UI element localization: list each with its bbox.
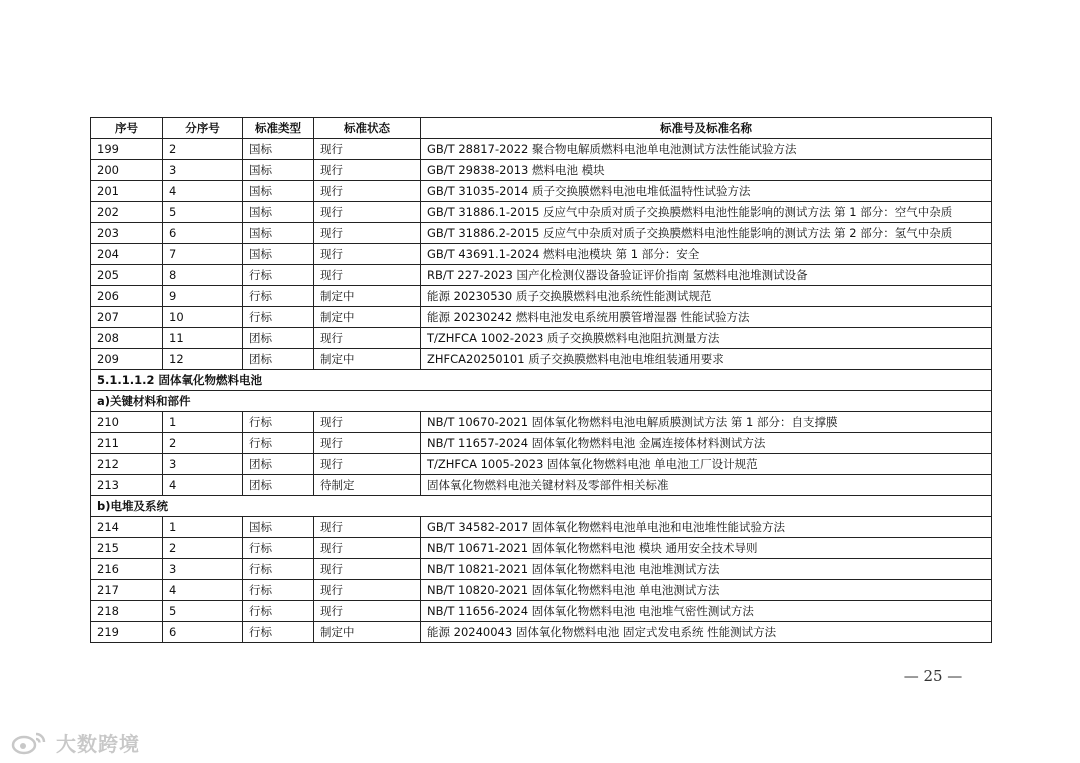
- cell-sub-no: 4: [163, 475, 243, 496]
- cell-name: NB/T 10670-2021 固体氧化物燃料电池电解质膜测试方法 第 1 部分：自支撑膜: [421, 412, 992, 433]
- cell-no: 208: [91, 328, 163, 349]
- cell-type: 行标: [243, 601, 314, 622]
- cell-status: 制定中: [314, 622, 421, 643]
- cell-no: 209: [91, 349, 163, 370]
- cell-name: 能源 20230242 燃料电池发电系统用膜管增湿器 性能试验方法: [421, 307, 992, 328]
- cell-name: 固体氧化物燃料电池关键材料及零部件相关标准: [421, 475, 992, 496]
- cell-type: 国标: [243, 181, 314, 202]
- table-row: [91, 265, 992, 286]
- cell-name: 能源 20230530 质子交换膜燃料电池系统性能测试规范: [421, 286, 992, 307]
- table-row: [91, 559, 992, 580]
- section-label: 5.1.1.1.2 固体氧化物燃料电池: [91, 370, 992, 391]
- cell-no: 211: [91, 433, 163, 454]
- cell-status: 现行: [314, 328, 421, 349]
- cell-no: 215: [91, 538, 163, 559]
- cell-name: T/ZHFCA 1002-2023 质子交换膜燃料电池阻抗测量方法: [421, 328, 992, 349]
- header-type: 标准类型: [243, 118, 314, 139]
- table-row: [91, 181, 992, 202]
- cell-type: 国标: [243, 223, 314, 244]
- cell-no: 203: [91, 223, 163, 244]
- cell-type: 行标: [243, 307, 314, 328]
- watermark-text: 大数跨境: [56, 732, 140, 756]
- cell-status: 现行: [314, 517, 421, 538]
- cell-name: GB/T 28817-2022 聚合物电解质燃料电池单电池测试方法性能试验方法: [421, 139, 992, 160]
- cell-no: 219: [91, 622, 163, 643]
- cell-status: 现行: [314, 538, 421, 559]
- cell-type: 行标: [243, 538, 314, 559]
- cell-sub-no: 9: [163, 286, 243, 307]
- table-row: [91, 517, 992, 538]
- cell-status: 现行: [314, 601, 421, 622]
- cell-sub-no: 2: [163, 433, 243, 454]
- cell-type: 行标: [243, 559, 314, 580]
- cell-sub-no: 3: [163, 454, 243, 475]
- cell-sub-no: 1: [163, 412, 243, 433]
- cell-type: 团标: [243, 454, 314, 475]
- section-row: [91, 370, 992, 391]
- section-label: b)电堆及系统: [91, 496, 992, 517]
- cell-no: 202: [91, 202, 163, 223]
- cell-sub-no: 2: [163, 538, 243, 559]
- cell-status: 待制定: [314, 475, 421, 496]
- cell-type: 国标: [243, 244, 314, 265]
- cell-no: 213: [91, 475, 163, 496]
- table-row: [91, 601, 992, 622]
- table-row: [91, 412, 992, 433]
- cell-name: GB/T 43691.1-2024 燃料电池模块 第 1 部分：安全: [421, 244, 992, 265]
- cell-sub-no: 3: [163, 160, 243, 181]
- cell-sub-no: 4: [163, 181, 243, 202]
- cell-no: 201: [91, 181, 163, 202]
- cell-no: 217: [91, 580, 163, 601]
- cell-sub-no: 2: [163, 139, 243, 160]
- cell-sub-no: 7: [163, 244, 243, 265]
- table-row: [91, 286, 992, 307]
- header-sub-no: 分序号: [163, 118, 243, 139]
- cell-name: 能源 20240043 固体氧化物燃料电池 固定式发电系统 性能测试方法: [421, 622, 992, 643]
- cell-name: ZHFCA20250101 质子交换膜燃料电池电堆组装通用要求: [421, 349, 992, 370]
- table-row: [91, 433, 992, 454]
- cell-status: 现行: [314, 559, 421, 580]
- cell-type: 国标: [243, 517, 314, 538]
- cell-status: 制定中: [314, 349, 421, 370]
- page-number: — 25 —: [903, 667, 963, 685]
- cell-status: 现行: [314, 265, 421, 286]
- header-no: 序号: [91, 118, 163, 139]
- cell-no: 206: [91, 286, 163, 307]
- cell-type: 团标: [243, 328, 314, 349]
- cell-sub-no: 4: [163, 580, 243, 601]
- cell-sub-no: 6: [163, 622, 243, 643]
- table-row: [91, 202, 992, 223]
- cell-status: 现行: [314, 412, 421, 433]
- cell-name: GB/T 34582-2017 固体氧化物燃料电池单电池和电池堆性能试验方法: [421, 517, 992, 538]
- cell-name: NB/T 10820-2021 固体氧化物燃料电池 单电池测试方法: [421, 580, 992, 601]
- cell-type: 团标: [243, 349, 314, 370]
- cell-name: NB/T 11656-2024 固体氧化物燃料电池 电池堆气密性测试方法: [421, 601, 992, 622]
- table-row: [91, 244, 992, 265]
- table-row: [91, 475, 992, 496]
- cell-type: 行标: [243, 286, 314, 307]
- table-row: [91, 538, 992, 559]
- table-row: [91, 307, 992, 328]
- section-row: [91, 391, 992, 412]
- cell-no: 216: [91, 559, 163, 580]
- cell-no: 200: [91, 160, 163, 181]
- cell-sub-no: 3: [163, 559, 243, 580]
- table-header-row: [91, 118, 992, 139]
- cell-no: 199: [91, 139, 163, 160]
- cell-name: GB/T 31035-2014 质子交换膜燃料电池电堆低温特性试验方法: [421, 181, 992, 202]
- standards-table: [90, 117, 992, 643]
- cell-no: 204: [91, 244, 163, 265]
- header-name: 标准号及标准名称: [421, 118, 992, 139]
- cell-type: 国标: [243, 139, 314, 160]
- header-status: 标准状态: [314, 118, 421, 139]
- cell-name: NB/T 10821-2021 固体氧化物燃料电池 电池堆测试方法: [421, 559, 992, 580]
- table-row: [91, 349, 992, 370]
- table-row: [91, 139, 992, 160]
- cell-status: 现行: [314, 454, 421, 475]
- cell-name: GB/T 31886.2-2015 反应气中杂质对质子交换膜燃料电池性能影响的测试方法 第 2 部分：氢气中杂质: [421, 223, 992, 244]
- section-label: a)关键材料和部件: [91, 391, 992, 412]
- cell-type: 团标: [243, 475, 314, 496]
- cell-status: 现行: [314, 202, 421, 223]
- table-row: [91, 622, 992, 643]
- table-row: [91, 328, 992, 349]
- table-body: [91, 139, 992, 643]
- cell-no: 210: [91, 412, 163, 433]
- cell-type: 行标: [243, 265, 314, 286]
- cell-type: 行标: [243, 622, 314, 643]
- cell-type: 行标: [243, 580, 314, 601]
- cell-sub-no: 5: [163, 601, 243, 622]
- cell-status: 现行: [314, 181, 421, 202]
- cell-type: 行标: [243, 412, 314, 433]
- cell-sub-no: 8: [163, 265, 243, 286]
- cell-type: 国标: [243, 160, 314, 181]
- cell-status: 现行: [314, 223, 421, 244]
- cell-no: 214: [91, 517, 163, 538]
- cell-status: 现行: [314, 160, 421, 181]
- cell-name: NB/T 11657-2024 固体氧化物燃料电池 金属连接体材料测试方法: [421, 433, 992, 454]
- cell-name: RB/T 227-2023 国产化检测仪器设备验证评价指南 氢燃料电池堆测试设备: [421, 265, 992, 286]
- section-row: [91, 496, 992, 517]
- cell-type: 行标: [243, 433, 314, 454]
- weibo-logo-icon: [10, 730, 50, 756]
- cell-sub-no: 11: [163, 328, 243, 349]
- cell-status: 现行: [314, 139, 421, 160]
- cell-status: 现行: [314, 244, 421, 265]
- cell-name: GB/T 29838-2013 燃料电池 模块: [421, 160, 992, 181]
- cell-status: 制定中: [314, 286, 421, 307]
- cell-name: T/ZHFCA 1005-2023 固体氧化物燃料电池 单电池工厂设计规范: [421, 454, 992, 475]
- cell-no: 212: [91, 454, 163, 475]
- cell-status: 现行: [314, 433, 421, 454]
- cell-name: NB/T 10671-2021 固体氧化物燃料电池 模块 通用安全技术导则: [421, 538, 992, 559]
- cell-no: 218: [91, 601, 163, 622]
- watermark: [10, 728, 140, 757]
- cell-no: 205: [91, 265, 163, 286]
- cell-sub-no: 6: [163, 223, 243, 244]
- table-row: [91, 454, 992, 475]
- cell-status: 制定中: [314, 307, 421, 328]
- cell-no: 207: [91, 307, 163, 328]
- table-row: [91, 223, 992, 244]
- cell-name: GB/T 31886.1-2015 反应气中杂质对质子交换膜燃料电池性能影响的测试方法 第 1 部分：空气中杂质: [421, 202, 992, 223]
- table-row: [91, 160, 992, 181]
- cell-sub-no: 10: [163, 307, 243, 328]
- cell-sub-no: 1: [163, 517, 243, 538]
- table-row: [91, 580, 992, 601]
- cell-status: 现行: [314, 580, 421, 601]
- cell-sub-no: 12: [163, 349, 243, 370]
- cell-sub-no: 5: [163, 202, 243, 223]
- cell-type: 国标: [243, 202, 314, 223]
